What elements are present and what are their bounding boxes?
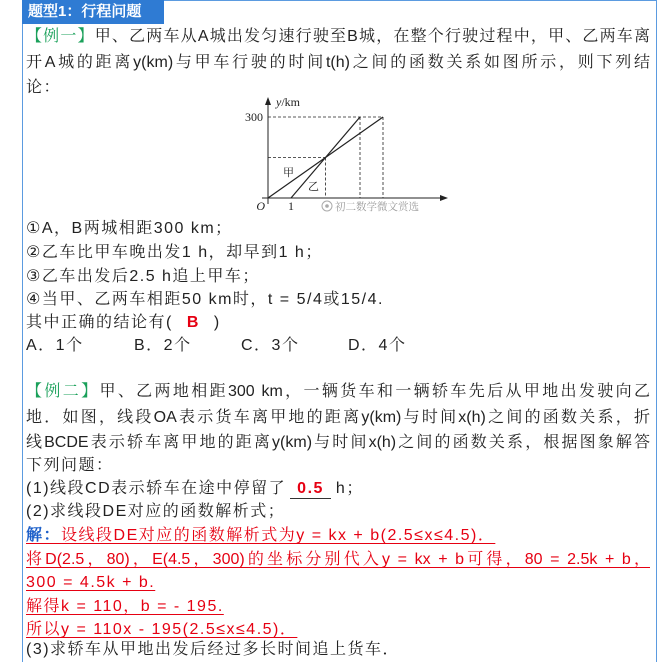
question-1-suffix: h；: [335, 480, 364, 497]
example1-options: [26, 335, 650, 357]
option-c: C．3个: [241, 337, 300, 354]
question-answer: B: [186, 314, 200, 331]
section-title: 题型1：行程问题: [22, 0, 164, 24]
y-axis-unit: /km: [281, 95, 300, 109]
y-tick-300: 300: [245, 110, 263, 124]
distance-time-graph: [236, 94, 452, 216]
line-jia-label: 甲: [283, 167, 294, 179]
solution-line-1: [26, 525, 495, 547]
statement-3: ③乙车出发后2.5 h追上甲车；: [26, 268, 260, 285]
x-axis-arrow: [440, 195, 448, 201]
y-axis-arrow: [265, 97, 271, 105]
example1-question: [26, 312, 221, 334]
option-a: A．1个: [26, 337, 84, 354]
example2-intro-line-4: 下列问题：: [26, 457, 114, 474]
example1-intro-line-3: 论：: [26, 79, 62, 96]
watermark: [322, 200, 419, 213]
y-axis-variable: y: [276, 95, 282, 109]
example2-tag: 【例二】: [26, 383, 100, 400]
line-yi: [291, 117, 360, 198]
x-tick-1: 1: [288, 199, 294, 213]
y-axis-label: [275, 95, 301, 109]
example1-intro-line-2: 开A城的距离y(km)与甲车行驶的时间t(h)之间的函数关系如图所示，则下列结: [26, 54, 650, 71]
solution-line-3: 300 = 4.5k + b.: [26, 574, 156, 591]
solution-text-1: 设线段DE对应的函数解析式为y = kx + b(2.5≤x≤4.5)．: [61, 527, 496, 544]
statement-1: ①A，B两城相距300 km；: [26, 220, 233, 237]
example2-intro-text-1: 甲、乙两地相距300 km，一辆货车和一辆轿车先后从甲地出发驶向乙: [99, 383, 650, 400]
option-d: D．4个: [348, 337, 407, 354]
line-yi-label: 乙: [308, 181, 319, 193]
question-1-prefix: (1)线段CD表示轿车在途中停留了: [26, 480, 287, 497]
question-2: (2)求线段DE对应的函数解析式；: [26, 503, 286, 520]
question-1-answer: 0.5: [290, 480, 331, 499]
question-suffix: ): [213, 314, 221, 331]
example2-intro-line-2: 地．如图，线段OA表示货车离甲地的距离y(km)与时间x(h)之间的函数关系，折: [26, 409, 650, 426]
question-1: [26, 478, 364, 500]
statement-2: ②乙车比甲车晚出发1 h，却早到1 h；: [26, 244, 323, 261]
solution-line-5: 所以y = 110x - 195(2.5≤x≤4.5)．: [26, 621, 298, 638]
statement-4: ④当甲、乙两车相距50 km时，t = 5/4或15/4.: [26, 291, 384, 308]
option-b: B．2个: [134, 337, 192, 354]
example1-intro-text-1: 甲、乙两车从A城出发匀速行驶至B城，在整个行驶过程中，甲、乙两车离: [94, 28, 650, 45]
question-3: (3)求轿车从甲地出发后经过多长时间追上货车．: [26, 641, 401, 658]
solution-line-4: 解得k = 110，b = - 195.: [26, 598, 224, 615]
watermark-logo-dot: [325, 204, 329, 208]
example2-intro-line-3: 线BCDE表示轿车离甲地的距离y(km)与时间x(h)之间的函数关系，根据图象解答: [26, 434, 650, 451]
example1-intro-line-1: [26, 26, 650, 48]
watermark-text: 初二数学微文赏选: [335, 202, 419, 213]
example2-intro-line-1: [26, 381, 650, 403]
question-prefix: 其中正确的结论有(: [26, 314, 173, 331]
solution-line-2: 将D(2.5，80)，E(4.5，300)的坐标分别代入y = kx + b可得，80 = 2.5k + b，: [26, 551, 650, 568]
example1-tag: 【例一】: [26, 28, 95, 45]
origin-label: O: [256, 199, 265, 213]
solution-label: 解：: [26, 527, 62, 544]
